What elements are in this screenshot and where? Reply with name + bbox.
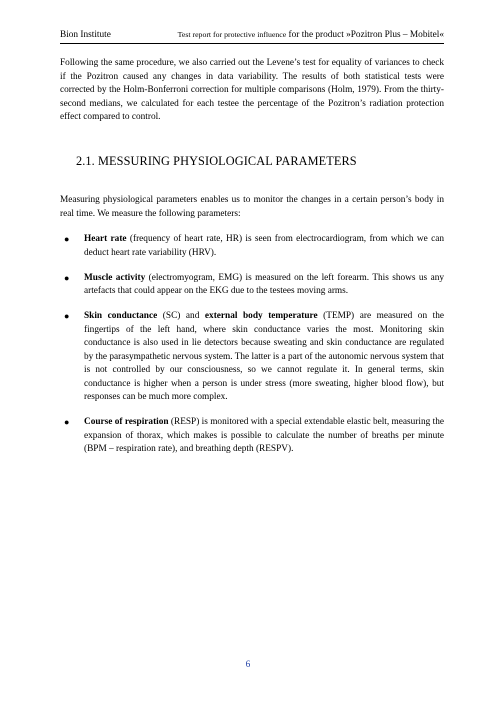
- list-item: [60, 310, 444, 405]
- bullet-icon: ●: [64, 311, 70, 321]
- list-item: [60, 272, 444, 299]
- list-item: [60, 416, 444, 457]
- list-item-text: (electromyogram, EMG) is measured on the left forearm. This shows us any artefacts that could appear on the EKG due to the testees moving arms.: [84, 272, 444, 296]
- list-item-term: Heart rate: [84, 234, 127, 244]
- list-item-text: (SC) and: [157, 311, 205, 321]
- bullet-icon: ●: [64, 234, 70, 244]
- list-item-term: Course of respiration: [84, 417, 169, 427]
- list-item-text: (TEMP) are measured on the fingertips of the left hand, where skin conductance varies the most. Monitoring skin conductance is also used in lie detectors because sweating and skin conductance are regulated by the parasympathetic nervous system. The latter is a part of the autonomic nervous system that is not controlled by our consciousness, so we cannot regulate it. In general terms, skin conductance is higher when a person is under stress (more sweating, higher blood flow), but responses can be much more complex.: [84, 311, 445, 402]
- bullet-icon: ●: [64, 272, 70, 283]
- list-item-text: (frequency of heart rate, HR) is seen from electrocardiogram, from which we can deduct heart rate variability (HRV).: [84, 234, 444, 258]
- header-institute: Bion Institute: [60, 30, 111, 40]
- header-report-title: [178, 29, 444, 41]
- list-item-term: Skin conductance: [84, 311, 158, 321]
- section-intro: Measuring physiological parameters enables us to monitor the changes in a certain person’s body in real time. We measure the following parameters:: [60, 195, 444, 219]
- list-item-text: (RESP) is monitored with a special extendable elastic belt, measuring the expansion of thorax, which makes is possible to calculate the number of breaths per minute (BPM – respiration rate), and breathing depth (RESPV).: [84, 417, 444, 454]
- bullet-icon: ●: [64, 417, 70, 427]
- paragraph: Following the same procedure, we also carried out the Levene’s test for equality of variances to check if the Pozitron caused any changes in data variability. The results of both statistical tests were corrected by the Holm-Bonferroni correction for multiple comparisons (Holm, 1979). From the thirty-second medians, we calculated for each testee the percentage of the Pozitron’s radiation protection effect compared to control.: [60, 58, 444, 122]
- header-report-title-prefix: Test report for protective influence: [177, 30, 287, 39]
- running-header: [60, 29, 444, 44]
- list-item-term: Muscle activity: [84, 272, 146, 283]
- list-item: [60, 233, 444, 260]
- list-item-term: external body temperature: [204, 311, 318, 321]
- header-report-title-product: for the product »Pozitron Plus – Mobitel«: [286, 30, 444, 40]
- body-text: [60, 57, 444, 125]
- section-heading: 2.1. MESSURING PHYSIOLOGICAL PARAMETERS: [76, 154, 357, 168]
- page-number: 6: [245, 660, 251, 670]
- parameter-list: [60, 233, 444, 468]
